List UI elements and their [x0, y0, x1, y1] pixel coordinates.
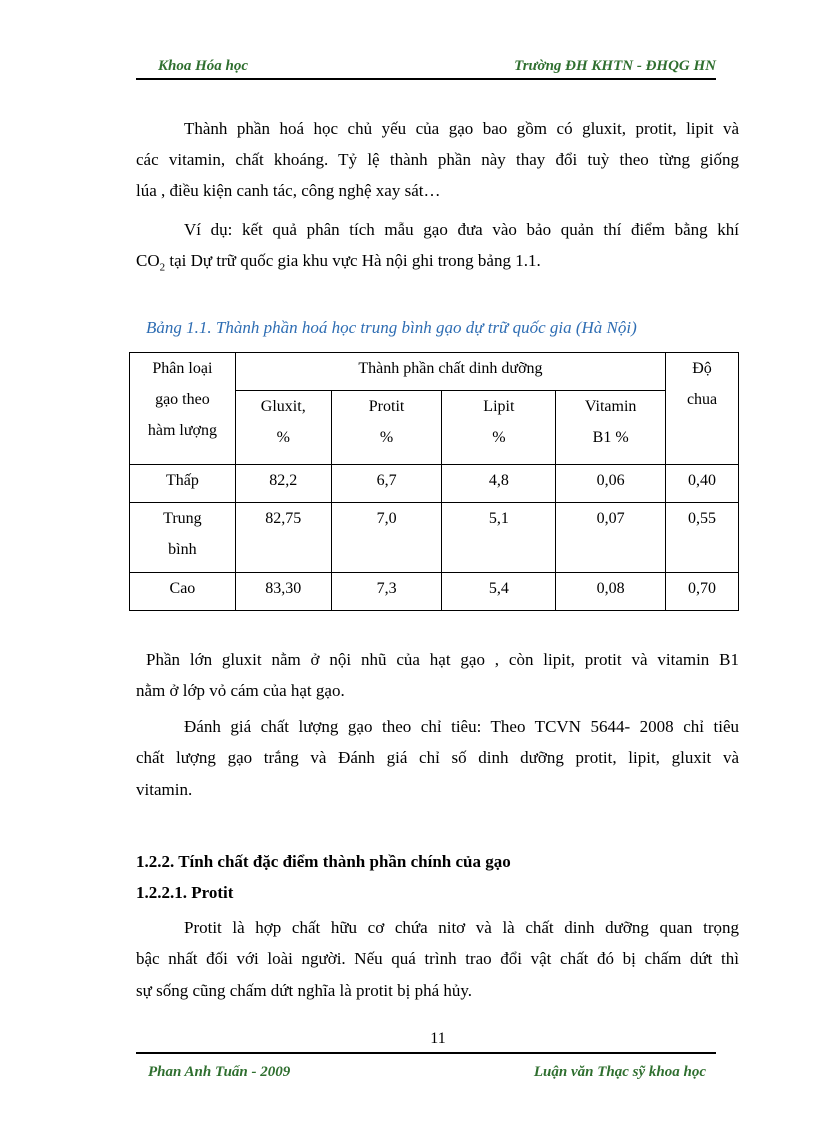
- para-2-line-2: [136, 245, 541, 283]
- cell-lipit: 5,4: [442, 573, 556, 611]
- nutrition-table: [129, 352, 739, 611]
- co2-subscript: 2: [159, 261, 166, 274]
- cell-vitamin: 0,08: [556, 573, 666, 611]
- section-heading-1-2-2: 1.2.2. Tính chất đặc điểm thành phần chính của gạo: [136, 852, 511, 871]
- cell-gluxit: 82,75: [235, 503, 331, 573]
- para-5-line-1: Protit là hợp chất hữu cơ chứa nitơ và là chất dinh dưỡng quan trọng: [184, 918, 739, 937]
- page-footer: [136, 1052, 716, 1082]
- table-row: [130, 465, 739, 503]
- table-row: [130, 573, 739, 611]
- col-header-acidity: Độ chua: [666, 353, 739, 465]
- row-label: Cao: [130, 573, 236, 611]
- section-heading-1-2-2-1: 1.2.2.1. Protit: [136, 883, 234, 902]
- table-row: [130, 503, 739, 573]
- row-label: Trung bình: [130, 503, 236, 573]
- header-university: Trường ĐH KHTN - ĐHQG HN: [514, 58, 716, 74]
- col-header-vitamin: Vitamin B1 %: [556, 391, 666, 465]
- footer-author: Phan Anh Tuấn - 2009: [148, 1064, 291, 1080]
- para-4-line-3: vitamin.: [136, 780, 193, 799]
- cell-gluxit: 82,2: [235, 465, 331, 503]
- page-header: [136, 56, 716, 80]
- cell-gluxit: 83,30: [235, 573, 331, 611]
- para-4-line-2: chất lượng gạo trắng và Đánh giá chỉ số dinh dưỡng protit, lipit, gluxit và: [136, 748, 739, 767]
- para-4-line-1: Đánh giá chất lượng gạo theo chỉ tiêu: Theo TCVN 5644- 2008 chỉ tiêu: [184, 717, 739, 736]
- cell-protit: 6,7: [331, 465, 442, 503]
- cell-lipit: 4,8: [442, 465, 556, 503]
- para-3-line-2: nằm ở lớp vỏ cám của hạt gạo.: [136, 681, 345, 700]
- footer-thesis: Luận văn Thạc sỹ khoa học: [533, 1064, 706, 1080]
- page-number: 11: [430, 1030, 446, 1047]
- cell-vitamin: 0,07: [556, 503, 666, 573]
- col-header-protit: Protit %: [331, 391, 442, 465]
- para-2-line-1: Ví dụ: kết quả phân tích mẫu gạo đưa vào bảo quản thí điểm bằng khí: [184, 220, 739, 239]
- para-3-line-1: Phần lớn gluxit nằm ở nội nhũ của hạt gạo , còn lipit, protit và vitamin B1: [146, 650, 739, 669]
- col-header-gluxit: Gluxit, %: [235, 391, 331, 465]
- cell-acidity: 0,70: [666, 573, 739, 611]
- para-5-line-2: bậc nhất đối với loài người. Nếu quá trình trao đổi vật chất đó bị chấm dứt thì: [136, 949, 739, 968]
- cell-protit: 7,0: [331, 503, 442, 573]
- cell-acidity: 0,40: [666, 465, 739, 503]
- para-1-line-3: lúa , điều kiện canh tác, công nghệ xay sát…: [136, 181, 441, 200]
- para-1-line-1: Thành phần hoá học chủ yếu của gạo bao gồm có gluxit, protit, lipit và: [184, 119, 739, 138]
- co2-formula: CO: [136, 251, 160, 270]
- col-header-lipit: Lipit %: [442, 391, 556, 465]
- para-5-line-3: sự sống cũng chấm dứt nghĩa là protit bị phá hủy.: [136, 981, 473, 1000]
- row-label: Thấp: [130, 465, 236, 503]
- header-faculty: Khoa Hóa học: [158, 58, 249, 74]
- cell-vitamin: 0,06: [556, 465, 666, 503]
- para-2-line-2-text: tại Dự trữ quốc gia khu vực Hà nội ghi trong bảng 1.1.: [165, 251, 541, 270]
- col-header-category: Phân loại gạo theo hàm lượng: [130, 353, 236, 465]
- para-1-line-2: các vitamin, chất khoáng. Tỷ lệ thành phần này thay đổi tuỳ theo từng giống: [136, 150, 739, 169]
- cell-protit: 7,3: [331, 573, 442, 611]
- cell-lipit: 5,1: [442, 503, 556, 573]
- cell-acidity: 0,55: [666, 503, 739, 573]
- table-caption: Bảng 1.1. Thành phần hoá học trung bình gạo dự trữ quốc gia (Hà Nội): [146, 318, 637, 337]
- col-header-nutrients: Thành phần chất dinh dưỡng: [235, 353, 665, 391]
